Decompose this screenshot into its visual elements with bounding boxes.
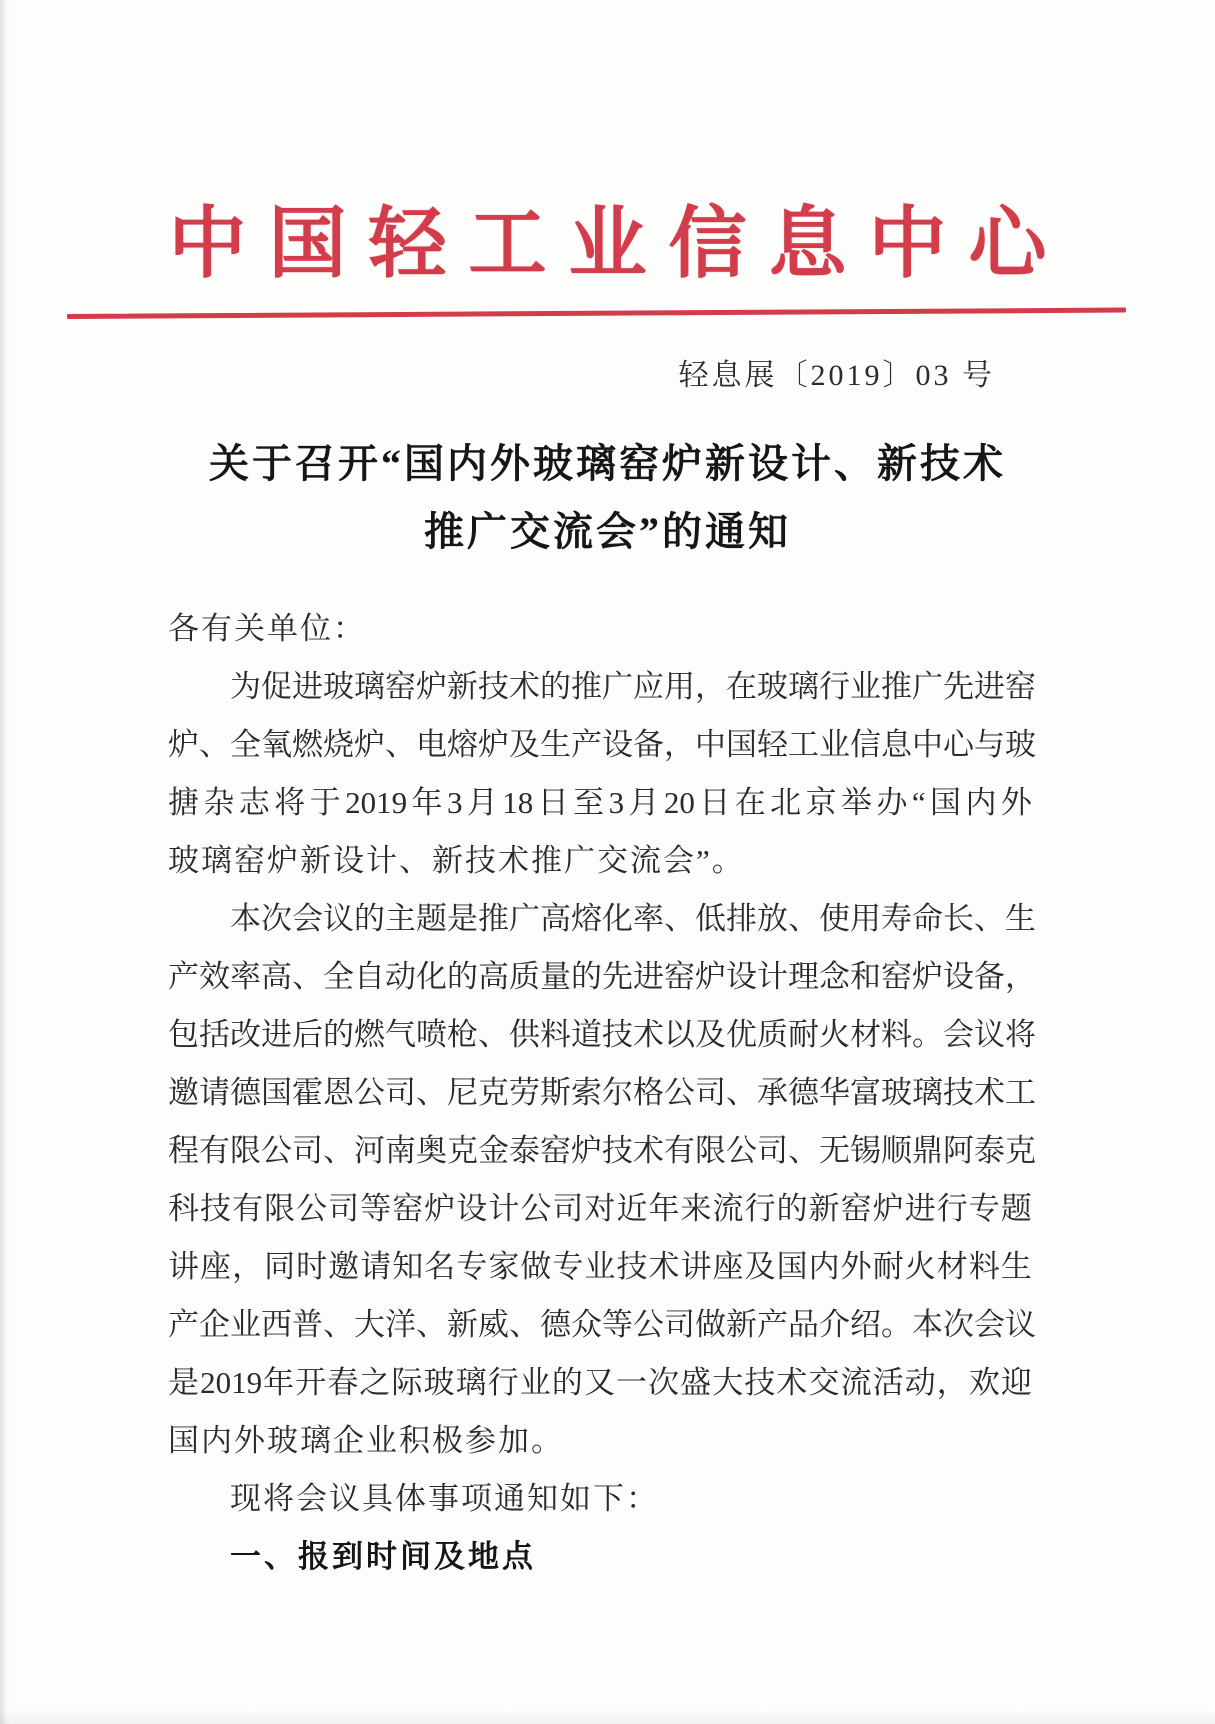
body-line: 现将会议具体事项通知如下： — [230, 1481, 659, 1516]
body-line: 产 效 率 高 、 全 自 动 化 的 高 质 量 的 先 进 窑 炉 设 计 理 念 和 窑 炉 设 备 ， — [168, 959, 1036, 994]
letterhead-rule — [67, 308, 1126, 319]
body-line: 为 促 进 玻 璃 窑 炉 新 技 术 的 推 广 应 用 ， 在 玻 璃 行 业 推 广 先 进 窑 — [230, 669, 1036, 704]
notice-title-line1: 关于召开“国内外玻璃窑炉新设计、新技术 — [209, 441, 1006, 486]
body-line: 包 括 改 进 后 的 燃 气 喷 枪 、 供 料 道 技 术 以 及 优 质 耐 火 材 料 。 会 议 将 — [168, 1017, 1036, 1052]
notice-title — [0, 430, 1215, 566]
letterhead-org-name: 中国轻工业信息中心 — [168, 200, 1069, 287]
body-text — [168, 600, 1036, 1586]
body-line: 玻璃窑炉新设计、新技术推广交流会”。 — [168, 843, 745, 878]
body-line: 产 企 业 西 普 、 大 洋 、 新 威 、 德 众 等 公 司 做 新 产 品 介 绍 。 本 次 会 议 — [168, 1307, 1036, 1342]
body-line: 科 技 有 限 公 司 等 窑 炉 设 计 公 司 对 近 年 来 流 行 的 新 窑 炉 进 行 专 题 — [168, 1191, 1032, 1226]
body-line: 搪 杂 志 将 于 2019 年 3 月 18 日 至 3 月 20 日 在 北 京 举 办 “ 国 内 外 — [168, 785, 1032, 820]
body-line: 程 有 限 公 司 、 河 南 奥 克 金 泰 窑 炉 技 术 有 限 公 司 、 无 锡 顺 鼎 阿 泰 克 — [168, 1133, 1036, 1168]
section-heading: 一、报到时间及地点 — [230, 1539, 536, 1574]
document-number: 轻息展〔2019〕03 号 — [678, 359, 995, 392]
body-line: 各有关单位： — [168, 611, 366, 646]
body-line: 国内外玻璃企业积极参加。 — [168, 1423, 564, 1458]
notice-title-line2: 推广交流会”的通知 — [424, 509, 791, 554]
body-line: 是 2019 年 开 春 之 际 玻 璃 行 业 的 又 一 次 盛 大 技 术 交 流 活 动 ， 欢 迎 — [168, 1365, 1032, 1400]
body-line: 讲 座 ， 同 时 邀 请 知 名 专 家 做 专 业 技 术 讲 座 及 国 内 外 耐 火 材 料 生 — [168, 1249, 1032, 1284]
body-line: 炉 、 全 氧 燃 烧 炉 、 电 熔 炉 及 生 产 设 备 ， 中 国 轻 工 业 信 息 中 心 与 玻 — [168, 727, 1036, 762]
body-line: 邀 请 德 国 霍 恩 公 司 、 尼 克 劳 斯 索 尔 格 公 司 、 承 德 华 富 玻 璃 技 术 工 — [168, 1075, 1036, 1110]
body-line: 本 次 会 议 的 主 题 是 推 广 高 熔 化 率 、 低 排 放 、 使 用 寿 命 长 、 生 — [230, 901, 1036, 936]
